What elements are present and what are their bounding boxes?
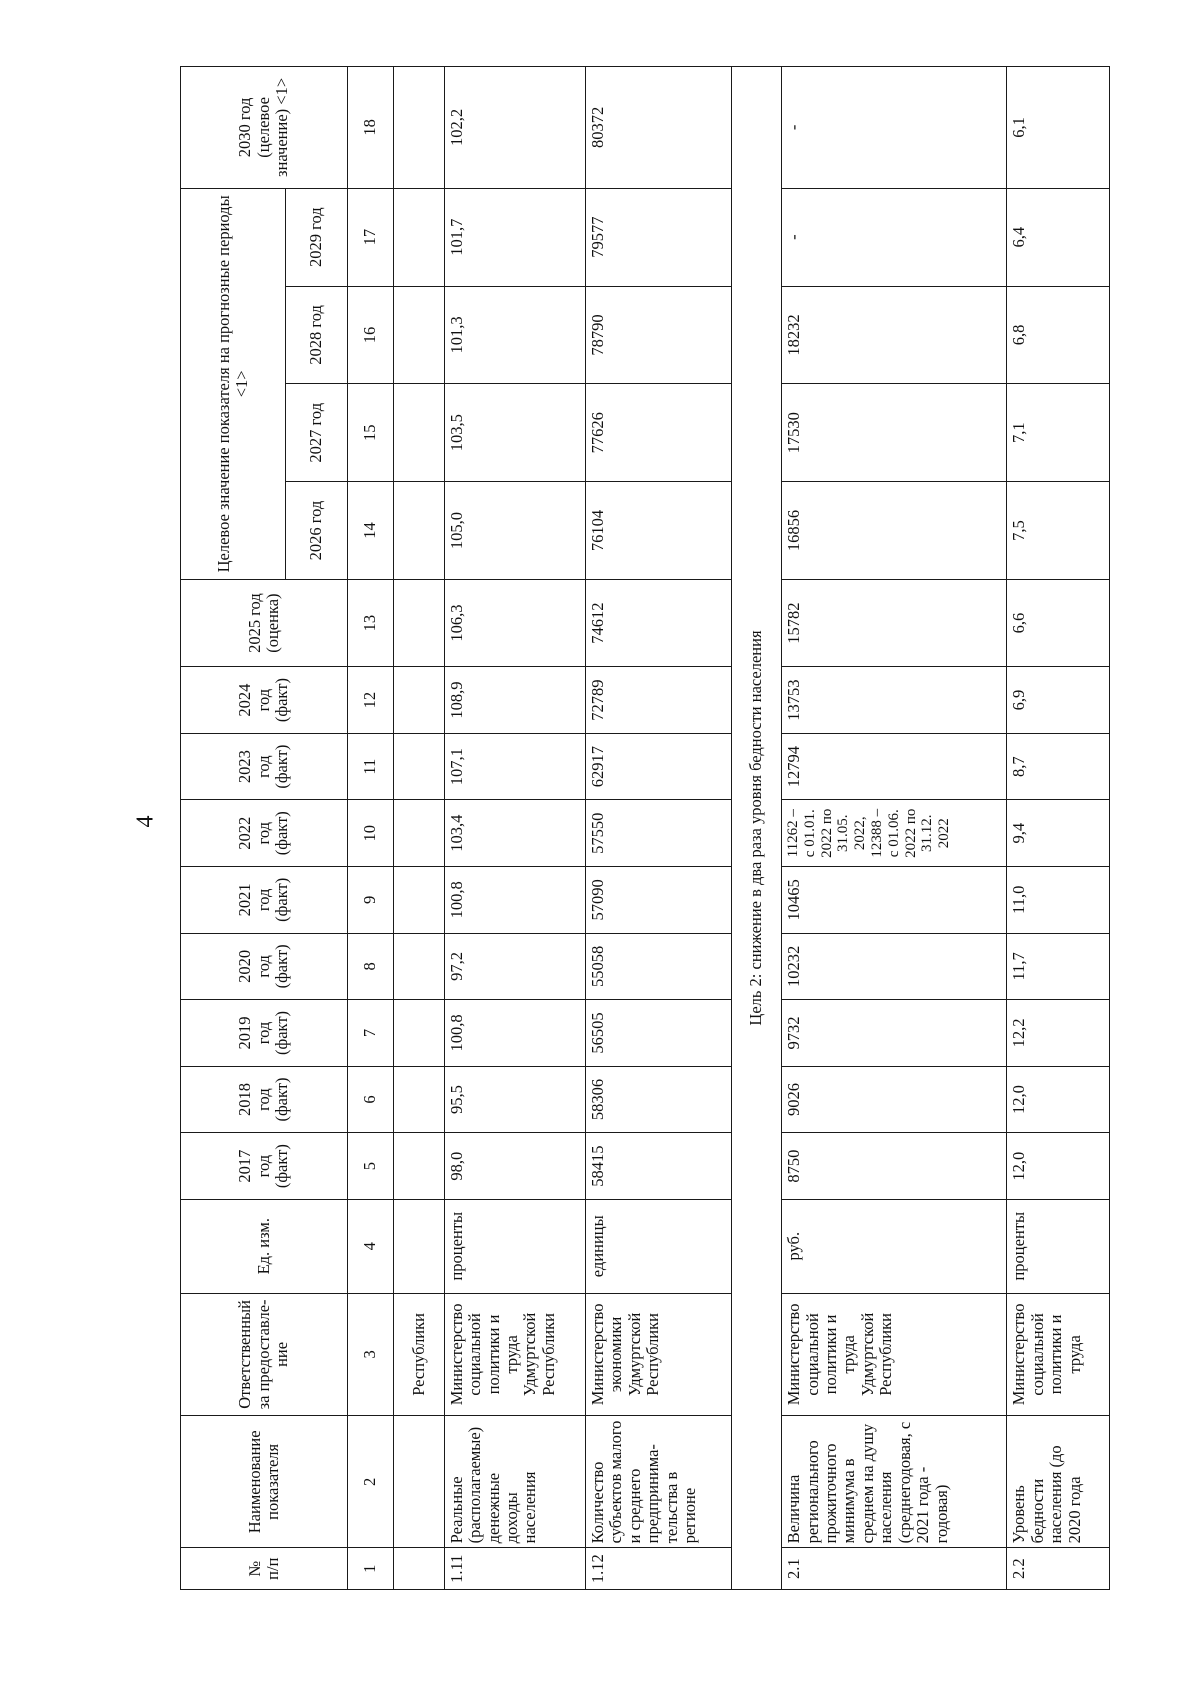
page-number: 4 [132, 815, 159, 828]
row-value: 6,4 [1007, 188, 1110, 286]
row-value: 79577 [586, 188, 732, 286]
row-num: 2.1 [782, 1548, 1007, 1590]
row-value: 11,0 [1007, 867, 1110, 934]
row-value: 62917 [586, 733, 732, 800]
row-value: 9,4 [1007, 800, 1110, 867]
column-number: 7 [348, 1000, 394, 1067]
column-number: 18 [348, 67, 394, 189]
header-unit: Ед. изм. [181, 1199, 348, 1293]
row-name: Уровень бедности населения (до 2020 года [1007, 1416, 1110, 1548]
row-num: 2.2 [1007, 1548, 1110, 1590]
row-value: 108,9 [444, 667, 585, 734]
row-value: 72789 [586, 667, 732, 734]
column-number: 10 [348, 800, 394, 867]
row-responsible: Министерство социальной политики и труда [1007, 1293, 1110, 1416]
row-value: 97,2 [444, 933, 585, 1000]
row-unit: руб. [782, 1199, 1007, 1293]
row-value: 80372 [586, 67, 732, 189]
column-number: 13 [348, 579, 394, 666]
row-value: 103,4 [444, 800, 585, 867]
table-row-1-12 [586, 67, 732, 1590]
row-value: 106,3 [444, 579, 585, 666]
header-2029: 2029 год [286, 188, 348, 286]
row-value: 102,2 [444, 67, 585, 189]
header-2019: 2019 год (факт) [181, 1000, 348, 1067]
header-responsible: Ответственный за предоставле-ние [181, 1293, 348, 1416]
row-value: 6,9 [1007, 667, 1110, 734]
column-number: 16 [348, 286, 394, 384]
column-number: 12 [348, 667, 394, 734]
row-unit: проценты [1007, 1199, 1110, 1293]
row-value: 101,7 [444, 188, 585, 286]
row-value: 95,5 [444, 1066, 585, 1133]
row-value: 13753 [782, 667, 1007, 734]
header-2025: 2025 год (оценка) [181, 579, 348, 666]
row-responsible: Министерство социальной политики и труда Удмуртской Республики [782, 1293, 1007, 1416]
column-number-row [348, 67, 394, 1590]
column-number: 1 [348, 1548, 394, 1590]
column-number: 6 [348, 1066, 394, 1133]
header-2024: 2024 год (факт) [181, 667, 348, 734]
header-2022: 2022 год (факт) [181, 800, 348, 867]
row-name: Величина регионального прожиточного минимума в среднем на душу населения (среднегодовая, с 2021 года - годовая) [782, 1416, 1007, 1548]
column-number: 4 [348, 1199, 394, 1293]
column-number: 14 [348, 482, 394, 580]
row-value: 105,0 [444, 482, 585, 580]
row-value: 10232 [782, 933, 1007, 1000]
row-value: 103,5 [444, 384, 585, 482]
row-value: 6,6 [1007, 579, 1110, 666]
header-forecast-group: Целевое значение показателя на прогнозные периоды <1> [181, 188, 286, 579]
row-value: 12,2 [1007, 1000, 1110, 1067]
header-row-1 [181, 67, 286, 1590]
row-value: 107,1 [444, 733, 585, 800]
table-row-1-11 [444, 67, 585, 1590]
indicator-table [180, 66, 1110, 1590]
column-number: 8 [348, 933, 394, 1000]
header-2030: 2030 год (целевое значение) <1> [181, 67, 348, 189]
indicator-table-sheet [180, 66, 1110, 1590]
table-row-2-2 [1007, 67, 1110, 1590]
header-name: Наименование показателя [181, 1416, 348, 1548]
goal-2-heading: Цель 2: снижение в два раза уровня бедности населения [731, 67, 781, 1590]
row-value: 16856 [782, 482, 1007, 580]
header-2021: 2021 год (факт) [181, 867, 348, 934]
row-value: 8,7 [1007, 733, 1110, 800]
row-value: 11,7 [1007, 933, 1110, 1000]
row-value: 10465 [782, 867, 1007, 934]
row-value: 18232 [782, 286, 1007, 384]
row-num: 1.12 [586, 1548, 732, 1590]
row-value: 56505 [586, 1000, 732, 1067]
header-2018: 2018 год (факт) [181, 1066, 348, 1133]
row-name: Количество субъектов малого и среднего предпринима-тельства в регионе [586, 1416, 732, 1548]
column-number: 2 [348, 1416, 394, 1548]
row-value: 77626 [586, 384, 732, 482]
table-row-2-1 [782, 67, 1007, 1590]
row-value: 12,0 [1007, 1066, 1110, 1133]
row-num: 1.11 [444, 1548, 585, 1590]
header-2027: 2027 год [286, 384, 348, 482]
continuation-row [394, 67, 444, 1590]
row-value: 76104 [586, 482, 732, 580]
row-value: 58306 [586, 1066, 732, 1133]
row-value: 8750 [782, 1133, 1007, 1200]
row-value: 9026 [782, 1066, 1007, 1133]
header-2026: 2026 год [286, 482, 348, 580]
row-value: 17530 [782, 384, 1007, 482]
header-2017: 2017 год (факт) [181, 1133, 348, 1200]
column-number: 9 [348, 867, 394, 934]
row-value: 57550 [586, 800, 732, 867]
row-unit: проценты [444, 1199, 585, 1293]
row-value: 100,8 [444, 1000, 585, 1067]
header-num: № п/п [181, 1548, 348, 1590]
column-number: 3 [348, 1293, 394, 1416]
row-value: 74612 [586, 579, 732, 666]
row-value: 78790 [586, 286, 732, 384]
row-value: 9732 [782, 1000, 1007, 1067]
column-number: 17 [348, 188, 394, 286]
row-value: 98,0 [444, 1133, 585, 1200]
row-name: Реальные (располагаемые) денежные доходы населения [444, 1416, 585, 1548]
goal-row [731, 67, 781, 1590]
row-value: 12794 [782, 733, 1007, 800]
row-value: 6,1 [1007, 67, 1110, 189]
row-value: 58415 [586, 1133, 732, 1200]
row-value: - [782, 67, 1007, 189]
row-value: 12,0 [1007, 1133, 1110, 1200]
row-value: 7,5 [1007, 482, 1110, 580]
row-responsible: Министерство экономики Удмуртской Республики [586, 1293, 732, 1416]
row-value: 57090 [586, 867, 732, 934]
row-responsible: Министерство социальной политики и труда Удмуртской Республики [444, 1293, 585, 1416]
column-number: 11 [348, 733, 394, 800]
row-value: 55058 [586, 933, 732, 1000]
header-2020: 2020 год (факт) [181, 933, 348, 1000]
continuation-text: Республики [394, 1293, 444, 1416]
header-2023: 2023 год (факт) [181, 733, 348, 800]
row-value: 15782 [782, 579, 1007, 666]
column-number: 15 [348, 384, 394, 482]
row-value: 7,1 [1007, 384, 1110, 482]
column-number: 5 [348, 1133, 394, 1200]
row-value: 100,8 [444, 867, 585, 934]
row-value: 101,3 [444, 286, 585, 384]
row-unit: единицы [586, 1199, 732, 1293]
row-value: 6,8 [1007, 286, 1110, 384]
header-2028: 2028 год [286, 286, 348, 384]
row-value: 11262 – с 01.01. 2022 по 31.05. 2022, 12388 – с 01.06. 2022 по 31.12. 2022 [782, 800, 1007, 867]
row-value: - [782, 188, 1007, 286]
